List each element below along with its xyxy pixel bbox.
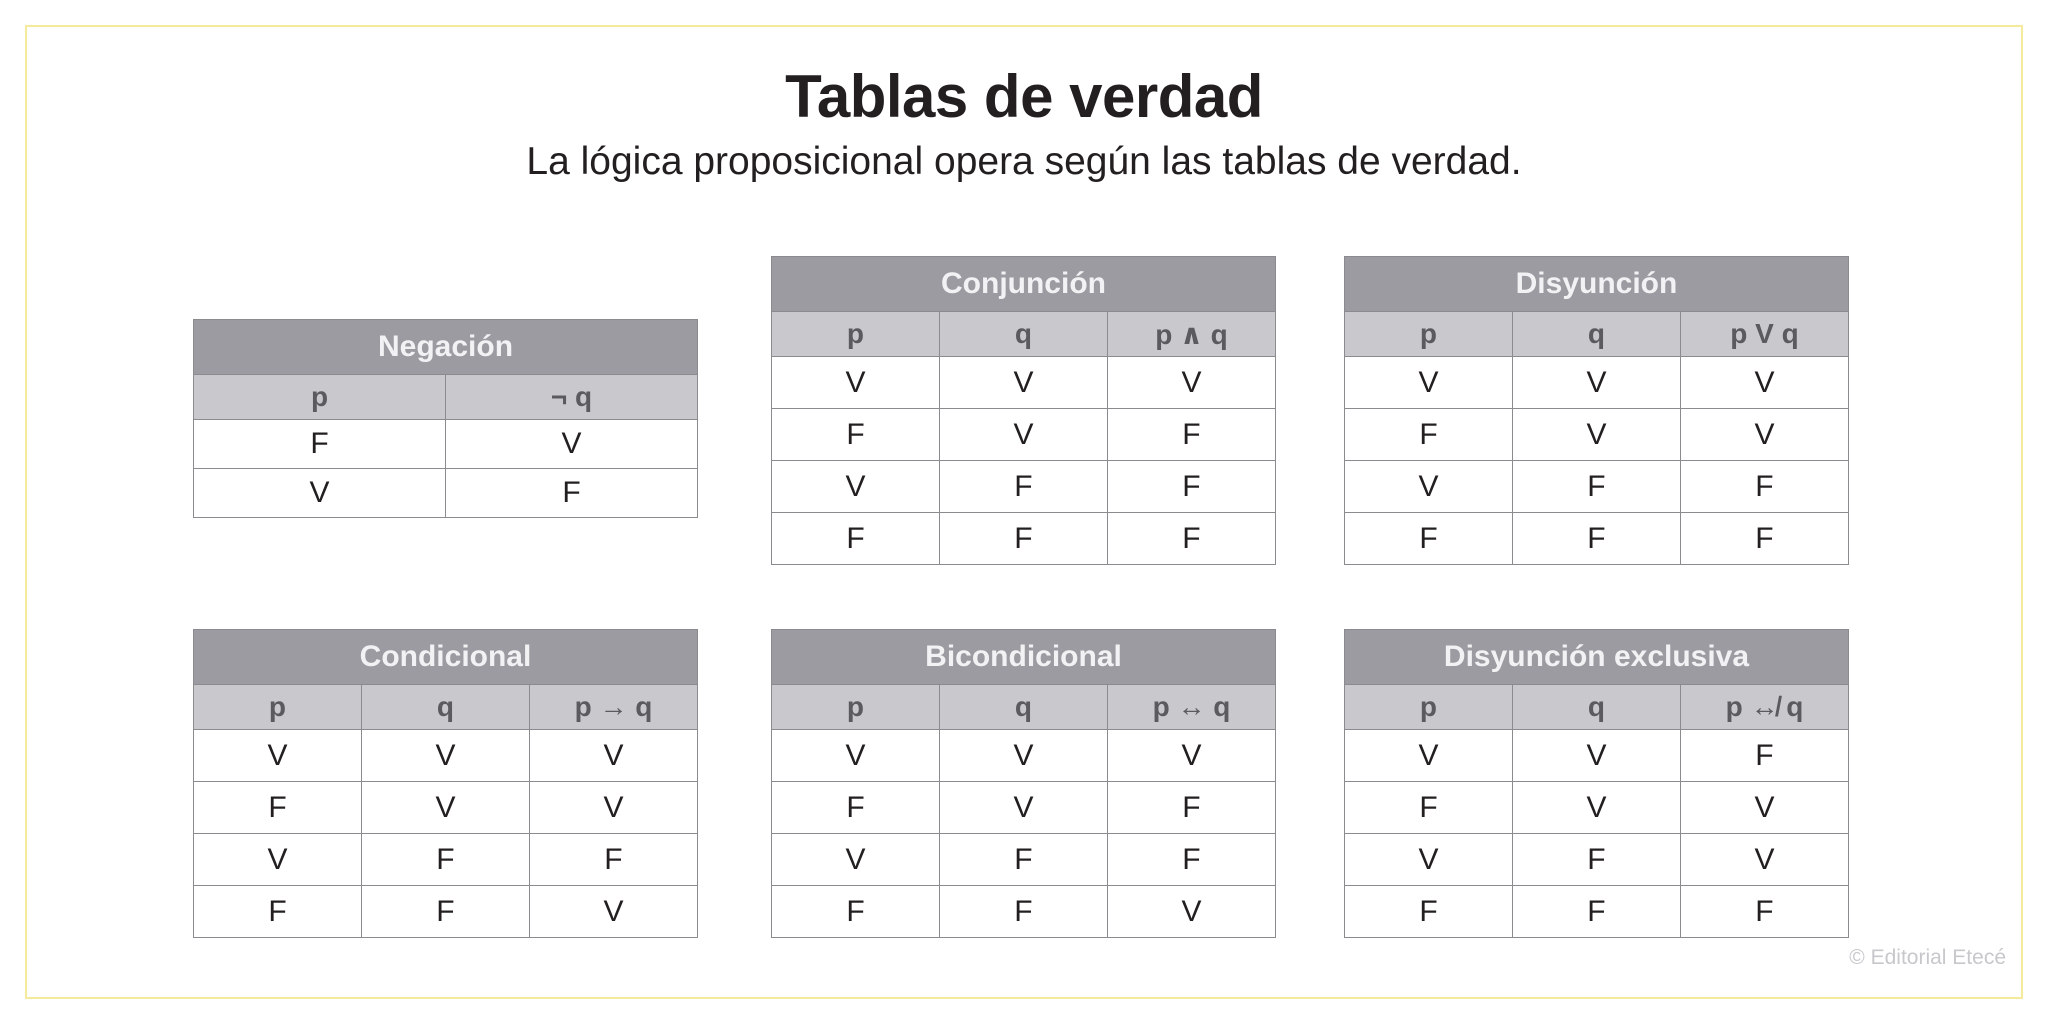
column-header: p ∧ q xyxy=(1107,312,1275,357)
table-cell: F xyxy=(1680,461,1848,513)
column-header: ¬ q xyxy=(446,375,698,420)
table-cell: F xyxy=(529,834,697,886)
table-cell: V xyxy=(1512,409,1680,461)
table-cell: V xyxy=(1512,730,1680,782)
table-cell: F xyxy=(1345,409,1513,461)
table-cell: F xyxy=(194,886,362,938)
table-cell: V xyxy=(939,357,1107,409)
table-cell: F xyxy=(1345,782,1513,834)
table-cell: V xyxy=(361,782,529,834)
table-cell: V xyxy=(194,834,362,886)
column-header: p xyxy=(1345,312,1513,357)
table-cell: V xyxy=(939,409,1107,461)
table-negacion xyxy=(193,319,698,518)
column-header: q xyxy=(361,685,529,730)
table-cell: V xyxy=(1512,357,1680,409)
table-cell: F xyxy=(446,469,698,518)
table-cell: F xyxy=(939,513,1107,565)
column-header: p xyxy=(772,685,940,730)
table-cell: V xyxy=(1107,886,1275,938)
column-header: p → q xyxy=(529,685,697,730)
column-header: p ↔ q xyxy=(1107,685,1275,730)
table-cell: V xyxy=(1345,730,1513,782)
table-title: Bicondicional xyxy=(772,630,1276,685)
table-cell: V xyxy=(529,782,697,834)
table-title: Disyunción exclusiva xyxy=(1345,630,1849,685)
table-cell: F xyxy=(361,886,529,938)
table-bicondicional xyxy=(771,629,1276,938)
table-cell: F xyxy=(772,409,940,461)
table-condicional xyxy=(193,629,698,938)
table-cell: V xyxy=(529,886,697,938)
column-header: q xyxy=(939,685,1107,730)
column-header: p xyxy=(194,685,362,730)
table-cell: V xyxy=(1345,461,1513,513)
column-header: p xyxy=(772,312,940,357)
table-cell: V xyxy=(939,782,1107,834)
table-cell: F xyxy=(1107,513,1275,565)
table-cell: F xyxy=(1345,513,1513,565)
table-cell: F xyxy=(772,513,940,565)
table-cell: F xyxy=(1107,461,1275,513)
table-cell: F xyxy=(1680,513,1848,565)
column-header: p ↮ q xyxy=(1680,685,1848,730)
table-cell: V xyxy=(1680,357,1848,409)
table-conjuncion xyxy=(771,256,1276,565)
table-cell: V xyxy=(1107,730,1275,782)
table-cell: V xyxy=(446,420,698,469)
table-cell: F xyxy=(1107,834,1275,886)
table-cell: F xyxy=(1512,513,1680,565)
table-cell: F xyxy=(1680,730,1848,782)
table-cell: F xyxy=(1680,886,1848,938)
table-cell: F xyxy=(772,782,940,834)
table-cell: V xyxy=(529,730,697,782)
table-cell: F xyxy=(194,420,446,469)
table-cell: F xyxy=(361,834,529,886)
column-header: p xyxy=(1345,685,1513,730)
table-cell: V xyxy=(194,730,362,782)
column-header: q xyxy=(1512,685,1680,730)
table-cell: V xyxy=(1680,782,1848,834)
column-header: q xyxy=(939,312,1107,357)
table-cell: V xyxy=(1680,834,1848,886)
page-title: Tablas de verdad xyxy=(785,63,1263,130)
table-cell: V xyxy=(772,461,940,513)
table-cell: V xyxy=(772,357,940,409)
column-header: p V q xyxy=(1680,312,1848,357)
table-cell: F xyxy=(1512,461,1680,513)
table-title: Condicional xyxy=(194,630,698,685)
table-cell: V xyxy=(772,730,940,782)
table-cell: F xyxy=(194,782,362,834)
page-subtitle: La lógica proposicional opera según las tablas de verdad. xyxy=(526,140,1522,183)
table-cell: F xyxy=(939,834,1107,886)
table-cell: F xyxy=(1512,886,1680,938)
table-cell: V xyxy=(772,834,940,886)
table-cell: V xyxy=(194,469,446,518)
table-cell: F xyxy=(772,886,940,938)
table-cell: F xyxy=(1107,409,1275,461)
table-disyuncion xyxy=(1344,256,1849,565)
table-title: Conjunción xyxy=(772,257,1276,312)
table-cell: V xyxy=(1680,409,1848,461)
table-cell: V xyxy=(1345,357,1513,409)
table-cell: F xyxy=(939,461,1107,513)
table-cell: V xyxy=(1512,782,1680,834)
table-cell: F xyxy=(1345,886,1513,938)
table-cell: V xyxy=(939,730,1107,782)
table-cell: F xyxy=(1512,834,1680,886)
table-cell: F xyxy=(939,886,1107,938)
column-header: p xyxy=(194,375,446,420)
table-title: Negación xyxy=(194,320,698,375)
column-header: q xyxy=(1512,312,1680,357)
table-disyuncion-exclusiva xyxy=(1344,629,1849,938)
table-cell: V xyxy=(1345,834,1513,886)
table-cell: F xyxy=(1107,782,1275,834)
table-title: Disyunción xyxy=(1345,257,1849,312)
table-cell: V xyxy=(1107,357,1275,409)
table-cell: V xyxy=(361,730,529,782)
copyright-credit: © Editorial Etecé xyxy=(1849,946,2006,969)
